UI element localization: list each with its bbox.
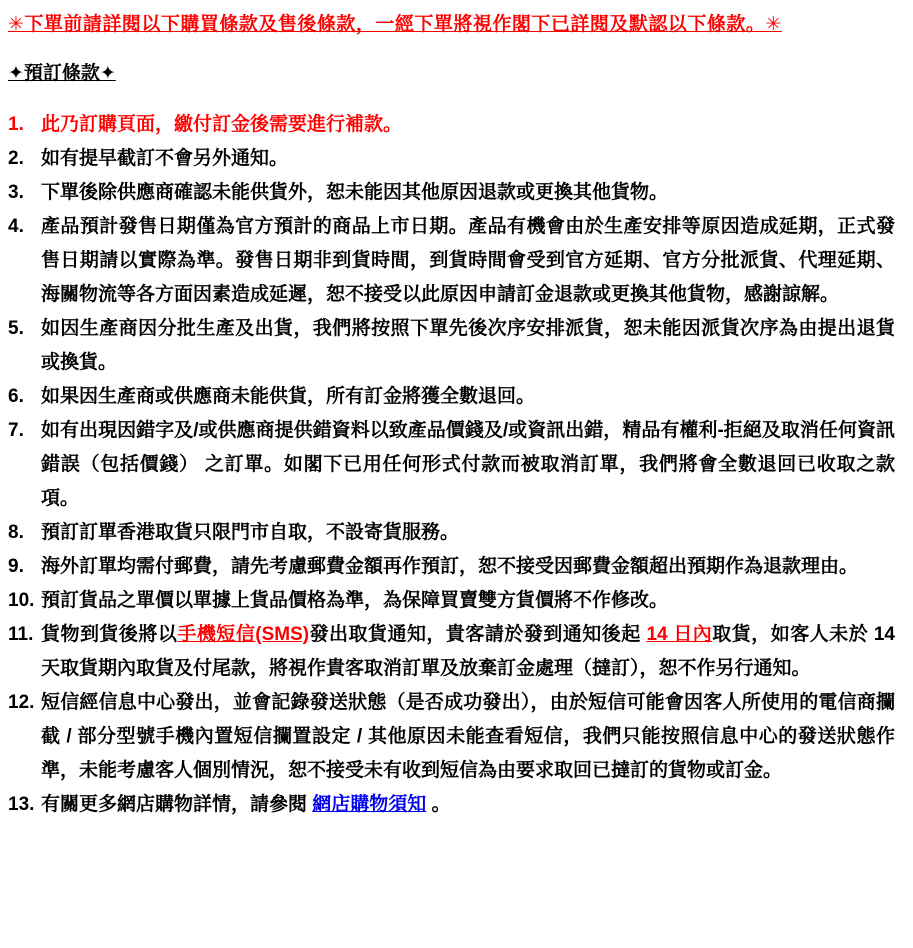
shop-guide-link[interactable]: 網店購物須知 bbox=[312, 794, 427, 815]
term-text bbox=[41, 380, 895, 414]
term-item-2 bbox=[8, 142, 895, 176]
term-segment: 發出取貨通知，貴客請於發到通知後起 bbox=[309, 624, 647, 645]
term-number: 13. bbox=[8, 794, 35, 815]
term-item-1 bbox=[8, 108, 895, 142]
term-number: 9. bbox=[8, 556, 24, 577]
term-item-3 bbox=[8, 176, 895, 210]
term-item-9 bbox=[8, 550, 895, 584]
term-segment: 如有出現因錯字及/或供應商提供錯資料以致產品價錢及/或資訊出錯，精品有權利-拒絕及取消任何資訊錯誤（包括價錢） 之訂單。如閣下已用任何形式付款而被取消訂單，我們將會全數退回已收取之款項。 bbox=[41, 420, 895, 509]
term-segment: 此乃訂購頁面，繳付訂金後需要進行補款。 bbox=[41, 114, 403, 135]
term-text bbox=[41, 210, 895, 312]
term-text bbox=[41, 516, 895, 550]
term-segment: 預訂訂單香港取貨只限門市自取，不設寄貨服務。 bbox=[41, 522, 460, 543]
term-item-8 bbox=[8, 516, 895, 550]
term-text bbox=[41, 108, 895, 142]
term-text bbox=[41, 312, 895, 380]
term-item-13 bbox=[8, 788, 895, 822]
term-number: 4. bbox=[8, 216, 24, 237]
term-item-11 bbox=[8, 618, 895, 686]
term-segment: 產品預計發售日期僅為官方預計的商品上市日期。產品有機會由於生產安排等原因造成延期，正式發售日期請以實際為準。發售日期非到貨時間，到貨時間會受到官方延期、官方分批派貨、代理延期、海關物流等各方面因素造成延遲，恕不接受以此原因申請訂金退款或更換其他貨物，感謝諒解。 bbox=[41, 216, 895, 305]
term-segment: 。 bbox=[426, 794, 451, 815]
term-text bbox=[41, 550, 895, 584]
term-segment: 如果因生產商或供應商未能供貨，所有訂金將獲全數退回。 bbox=[41, 386, 536, 407]
term-number: 12. bbox=[8, 692, 35, 713]
term-segment: 如有提早截訂不會另外通知。 bbox=[41, 148, 289, 169]
term-segment: 貨物到貨後將以 bbox=[41, 624, 178, 645]
term-number: 5. bbox=[8, 318, 24, 339]
term-segment: 有關更多網店購物詳情，請參閱 bbox=[41, 794, 313, 815]
term-segment: 海外訂單均需付郵費，請先考慮郵費金額再作預訂，恕不接受因郵費金額超出預期作為退款理由。 bbox=[41, 556, 859, 577]
term-number: 1. bbox=[8, 114, 24, 135]
terms-list bbox=[8, 108, 895, 822]
term-number: 10. bbox=[8, 590, 35, 611]
term-item-10 bbox=[8, 584, 895, 618]
purchase-notice-header: ✳下單前請詳閱以下購買條款及售後條款，一經下單將視作閣下已詳閱及默認以下條款。✳ bbox=[8, 14, 782, 35]
term-item-12 bbox=[8, 686, 895, 788]
term-number: 6. bbox=[8, 386, 24, 407]
term-number: 7. bbox=[8, 420, 24, 441]
term-segment: 如因生產商因分批生產及出貨，我們將按照下單先後次序安排派貨，恕未能因派貨次序為由提出退貨或換貨。 bbox=[41, 318, 895, 373]
term-item-5 bbox=[8, 312, 895, 380]
term-text bbox=[41, 788, 895, 822]
pickup-deadline-highlight: 14 日內 bbox=[646, 624, 713, 645]
term-text bbox=[41, 686, 895, 788]
term-number: 3. bbox=[8, 182, 24, 203]
section-title-preorder-terms: ✦預訂條款✦ bbox=[8, 63, 116, 84]
term-segment: 下單後除供應商確認未能供貨外，恕未能因其他原因退款或更換其他貨物。 bbox=[41, 182, 669, 203]
term-item-7 bbox=[8, 414, 895, 516]
term-segment: 短信經信息中心發出，並會記錄發送狀態（是否成功發出），由於短信可能會因客人所使用的電信商攔截 / 部分型號手機內置短信攔置設定 / 其他原因未能查看短信，我們只能按照信息中心的發送狀態作準，未能考慮客人個別情況，恕不接受未有收到短信為由要求取回已撻訂的貨物或訂金。 bbox=[41, 692, 895, 781]
term-text bbox=[41, 618, 895, 686]
term-text bbox=[41, 584, 895, 618]
term-segment: 預訂貨品之單價以單據上貨品價格為準，為保障買賣雙方貨價將不作修改。 bbox=[41, 590, 669, 611]
term-text bbox=[41, 176, 895, 210]
sms-highlight: 手機短信(SMS) bbox=[177, 624, 310, 645]
term-item-6 bbox=[8, 380, 895, 414]
term-text bbox=[41, 142, 895, 176]
term-text bbox=[41, 414, 895, 516]
term-number: 11. bbox=[8, 624, 34, 645]
term-item-4 bbox=[8, 210, 895, 312]
term-number: 2. bbox=[8, 148, 24, 169]
term-number: 8. bbox=[8, 522, 24, 543]
term-segment: 取貨，如客人未於 14 天取貨期內取貨及付尾款，將視作貴客取消訂單及放棄訂金處理（撻訂），恕不作另行通知。 bbox=[41, 624, 895, 679]
